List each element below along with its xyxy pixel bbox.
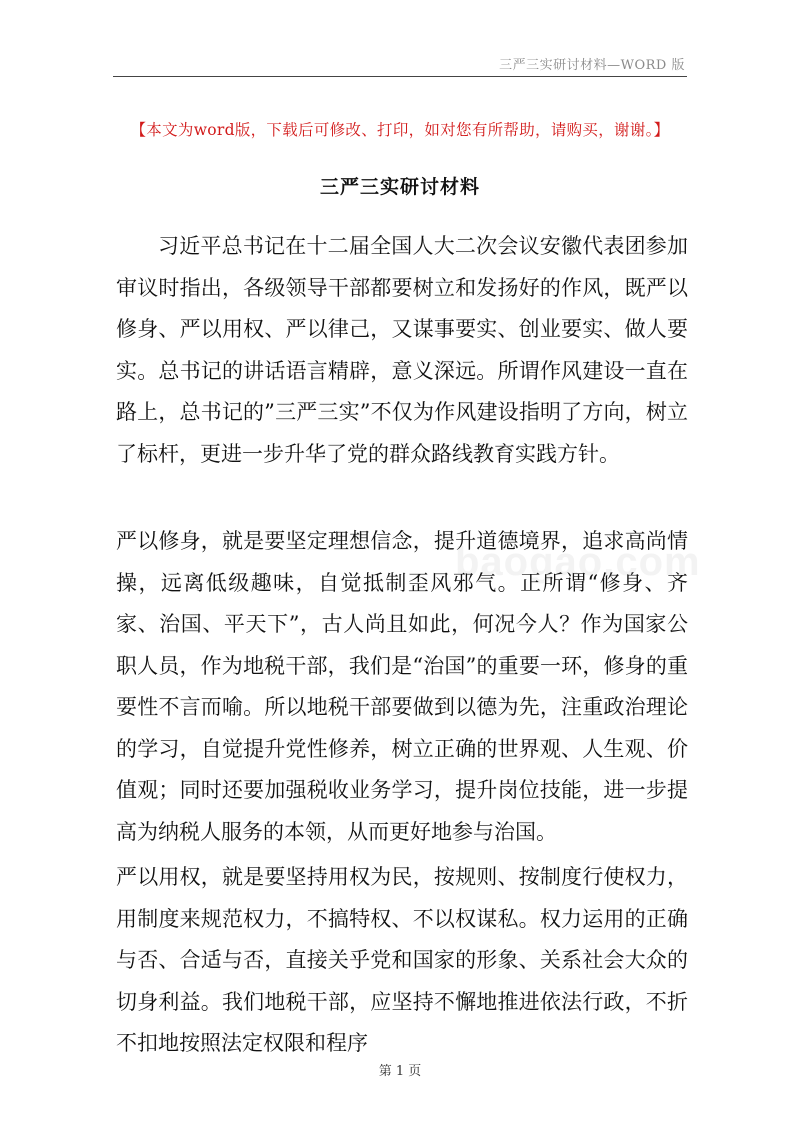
watermark: baogao.com — [455, 540, 701, 584]
document-title: 三严三实研讨材料 — [319, 176, 480, 198]
running-header: 三严三实研讨材料—WORD 版 — [499, 58, 685, 73]
paragraph-self-cultivation: 严以修身，就是要坚定理想信念，提升道德境界，追求高尚情操，远离低级趣味，自觉抵制歪风邪气。正所谓“修身、齐家、治国、平天下”，古人尚且如此，何况今人？作为国家公职人员，作为地税干部，我们是“治国”的重要一环，修身的重要性不言而喻。所以地税干部要做到以德为先，注重政治理论的学习，自觉提升党性修养，树立正确的世界观、人生观、价值观；同时还要加强税收业务学习，提升岗位技能，进一步提高为纳税人服务的本领，从而更好地参与治国。 — [116, 529, 688, 844]
paragraph-intro: 习近平总书记在十二届全国人大二次会议安徽代表团参加审议时指出，各级领导干部都要树立和发扬好的作风，既严以修身、严以用权、严以律己，又谋事要实、创业要实、做人要实。总书记的讲话语言精辟，意义深远。所谓作风建设一直在路上，总书记的”三严三实”不仅为作风建设指明了方向，树立了标杆，更进一步升华了党的群众路线教育实践方针。 — [116, 234, 688, 466]
page-number: 第 1 页 — [378, 1064, 422, 1079]
paragraph-use-of-power: 严以用权，就是要坚持用权为民，按规则、按制度行使权力，用制度来规范权力，不搞特权、不以权谋私。权力运用的正确与否、合适与否，直接关乎党和国家的形象、关系社会大众的切身利益。我们地税干部，应坚持不懈地推进依法行政，不折不扣地按照法定权限和程序 — [116, 865, 688, 1055]
purchase-notice: 【本文为word版，下载后可修改、打印，如对您有所帮助，请购买，谢谢。】 — [130, 121, 670, 139]
header-divider — [113, 76, 687, 77]
